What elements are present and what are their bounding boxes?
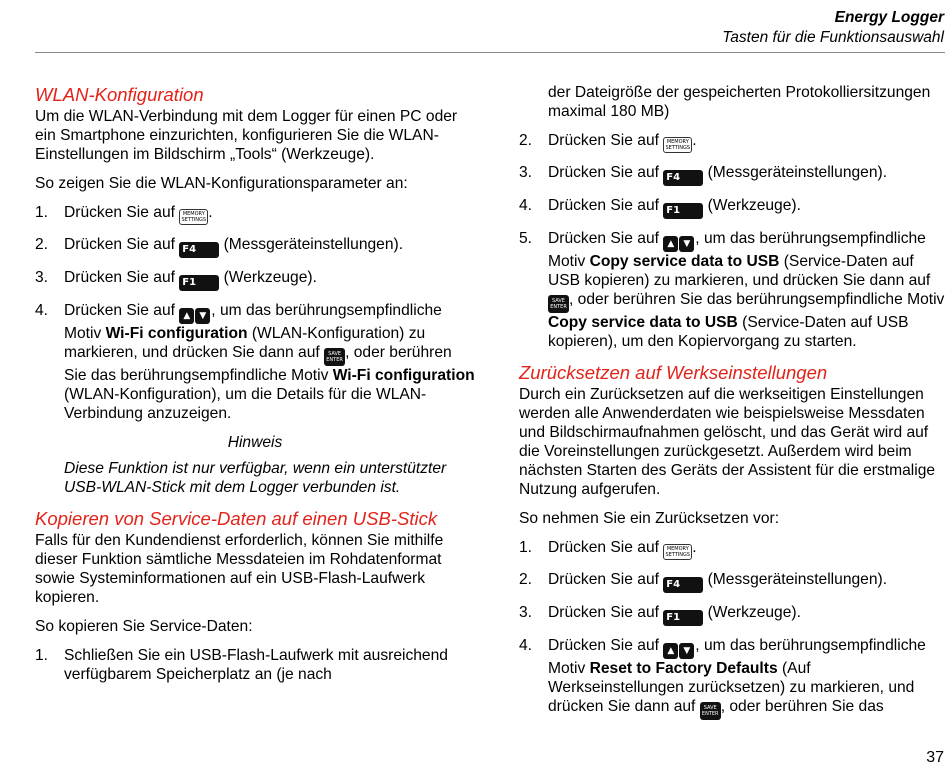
step-text: Drücken Sie auf bbox=[548, 604, 664, 621]
save-enter-key-icon: SAVE ENTER bbox=[700, 702, 721, 720]
step-text: (Messgeräteinstellungen). bbox=[703, 571, 888, 588]
up-arrow-key-icon: ▲ bbox=[663, 643, 678, 659]
step-text: Drücken Sie auf bbox=[64, 236, 180, 253]
step-text: , oder berühren Sie das berührungsempfindliche Motiv bbox=[569, 291, 945, 308]
memory-settings-key-icon: MEMORY SETTINGS bbox=[663, 544, 692, 560]
step-text: Drücken Sie auf bbox=[548, 539, 664, 556]
step-number: 2. bbox=[519, 571, 533, 588]
usb-lead: So kopieren Sie Service-Daten: bbox=[35, 618, 253, 635]
usb-step-5 bbox=[519, 229, 947, 351]
step-number: 1. bbox=[519, 539, 533, 556]
usb-intro: Falls für den Kundendienst erforderlich, können Sie mithilfe dieser Funktion sämtliche Messdateien im Rohdatenformat sowie Systeminformationen auf ein USB-Flash-Laufwerk kopieren. bbox=[35, 532, 444, 606]
usb-heading: Kopieren von Service-Daten auf einen USB-Stick bbox=[35, 508, 438, 529]
page-header bbox=[722, 8, 944, 48]
step-text: Drücken Sie auf bbox=[548, 571, 664, 588]
step-text: Drücken Sie auf bbox=[548, 164, 664, 181]
step-number: 2. bbox=[35, 236, 49, 253]
reset-heading: Zurücksetzen auf Werkseinstellungen bbox=[519, 362, 828, 383]
step-number: 3. bbox=[519, 164, 533, 181]
usb-step-2 bbox=[519, 131, 947, 153]
step-text: Drücken Sie auf bbox=[64, 269, 180, 286]
step-text: (Messgeräteinstellungen). bbox=[703, 164, 888, 181]
step-number: 1. bbox=[35, 647, 49, 664]
step-number: 4. bbox=[519, 197, 533, 214]
step-text: Drücken Sie auf bbox=[548, 637, 664, 654]
right-column bbox=[519, 83, 947, 730]
step-text: der Dateigröße der gespeicherten Protokolliersitzungen maximal 180 MB) bbox=[548, 84, 931, 120]
step-text: Schließen Sie ein USB-Flash-Laufwerk mit ausreichend verfügbarem Speicherplatz an (je nach bbox=[64, 647, 448, 683]
down-arrow-key-icon: ▼ bbox=[679, 643, 694, 659]
header-title: Energy Logger bbox=[834, 9, 944, 26]
down-arrow-key-icon: ▼ bbox=[679, 236, 694, 252]
wlan-step-2 bbox=[35, 235, 475, 258]
wlan-lead: So zeigen Sie die WLAN-Konfigurationsparameter an: bbox=[35, 175, 408, 192]
reset-step-3 bbox=[519, 603, 947, 626]
wlan-intro: Um die WLAN-Verbindung mit dem Logger für einen PC oder ein Smartphone einzurichten, konfigurieren Sie die WLAN-Einstellungen im Bildschirm „Tools“ (Werkzeuge). bbox=[35, 108, 458, 163]
wlan-heading: WLAN-Konfiguration bbox=[35, 84, 204, 105]
page-number: 37 bbox=[926, 749, 944, 766]
step-number: 3. bbox=[35, 269, 49, 286]
up-arrow-key-icon: ▲ bbox=[663, 236, 678, 252]
step-text: . bbox=[692, 132, 697, 149]
step-text: Drücken Sie auf bbox=[64, 204, 180, 221]
step-text: . bbox=[692, 539, 697, 556]
f4-key-icon: F4 bbox=[179, 242, 219, 258]
wlan-step-4 bbox=[35, 301, 475, 423]
usb-step-3 bbox=[519, 163, 947, 186]
left-column bbox=[35, 83, 475, 694]
step-text: (Service-Daten auf USB kopieren), um den Kopiervorgang zu starten. bbox=[548, 314, 909, 350]
reset-step-1 bbox=[519, 538, 947, 560]
step-bold-text: Copy service data to USB bbox=[589, 253, 780, 270]
note-heading: Hinweis bbox=[227, 434, 283, 451]
step-bold-text: Copy service data to USB bbox=[548, 314, 738, 331]
step-bold-text: Reset to Factory Defaults bbox=[589, 660, 778, 677]
f4-key-icon: F4 bbox=[663, 577, 703, 593]
step-text: (Service-Daten auf USB kopieren) zu markieren, und drücken Sie dann auf bbox=[548, 253, 931, 289]
step-text: (WLAN-Konfiguration) zu markieren, und drücken Sie dann auf bbox=[64, 325, 426, 361]
step-text: (Werkzeuge). bbox=[703, 604, 801, 621]
note-text: Diese Funktion ist nur verfügbar, wenn ein unterstützter USB-WLAN-Stick mit dem Logger verbunden ist. bbox=[64, 460, 447, 496]
step-number: 1. bbox=[35, 204, 49, 221]
header-subtitle: Tasten für die Funktionsauswahl bbox=[722, 29, 944, 46]
wlan-step-3 bbox=[35, 268, 475, 291]
step-number: 3. bbox=[519, 604, 533, 621]
f4-key-icon: F4 bbox=[663, 170, 703, 186]
step-text: (WLAN-Konfiguration), um die Details für die WLAN-Verbindung anzuzeigen. bbox=[64, 386, 427, 422]
step-number: 2. bbox=[519, 132, 533, 149]
step-number: 4. bbox=[35, 302, 49, 319]
reset-intro: Durch ein Zurücksetzen auf die werkseitigen Einstellungen werden alle Anwenderdaten wie beispielsweise Messdaten und Bildschirmaufnahmen gelöscht, und das Gerät wird auf die Voreinstellungen zurückgesetzt. Außerdem wird beim nächsten Starten des Geräts der Assistent für die erstmalige Nutzung aufgerufen. bbox=[519, 386, 936, 498]
wlan-step-1 bbox=[35, 203, 475, 225]
f1-key-icon: F1 bbox=[179, 275, 219, 291]
up-arrow-key-icon: ▲ bbox=[179, 308, 194, 324]
step-text: . bbox=[208, 204, 213, 221]
step-number: 5. bbox=[519, 230, 533, 247]
step-text: , oder berühren Sie das bbox=[720, 698, 884, 715]
step-text: , um das berührungsempfindliche Motiv bbox=[548, 230, 926, 270]
step-text: Drücken Sie auf bbox=[548, 197, 664, 214]
step-text: Drücken Sie auf bbox=[64, 302, 180, 319]
step-text: (Auf Werkseinstellungen zurücksetzen) zu markieren, und drücken Sie dann auf bbox=[548, 660, 915, 715]
step-number: 4. bbox=[519, 637, 533, 654]
usb-step-1 bbox=[35, 646, 475, 684]
step-text: Drücken Sie auf bbox=[548, 132, 664, 149]
step-text: (Werkzeuge). bbox=[219, 269, 317, 286]
memory-settings-key-icon: MEMORY SETTINGS bbox=[663, 137, 692, 153]
reset-lead: So nehmen Sie ein Zurücksetzen vor: bbox=[519, 510, 780, 527]
f1-key-icon: F1 bbox=[663, 203, 703, 219]
step-text: Drücken Sie auf bbox=[548, 230, 664, 247]
header-rule bbox=[35, 52, 945, 53]
down-arrow-key-icon: ▼ bbox=[195, 308, 210, 324]
save-enter-key-icon: SAVE ENTER bbox=[548, 295, 569, 313]
step-bold-text: Wi-Fi configuration bbox=[332, 367, 475, 384]
memory-settings-key-icon: MEMORY SETTINGS bbox=[179, 209, 208, 225]
step-text: (Werkzeuge). bbox=[703, 197, 801, 214]
step-text: , um das berührungsempfindliche Motiv bbox=[548, 637, 926, 677]
f1-key-icon: F1 bbox=[663, 610, 703, 626]
step-text: (Messgeräteinstellungen). bbox=[219, 236, 404, 253]
step-bold-text: Wi-Fi configuration bbox=[105, 325, 248, 342]
step-text: , oder berühren Sie das berührungsempfindliche Motiv bbox=[64, 344, 452, 384]
usb-step-4 bbox=[519, 196, 947, 219]
step-text: , um das berührungsempfindliche Motiv bbox=[64, 302, 442, 342]
reset-step-4 bbox=[519, 636, 947, 720]
usb-step-1-continued bbox=[519, 83, 947, 121]
reset-step-2 bbox=[519, 570, 947, 593]
save-enter-key-icon: SAVE ENTER bbox=[324, 348, 345, 366]
